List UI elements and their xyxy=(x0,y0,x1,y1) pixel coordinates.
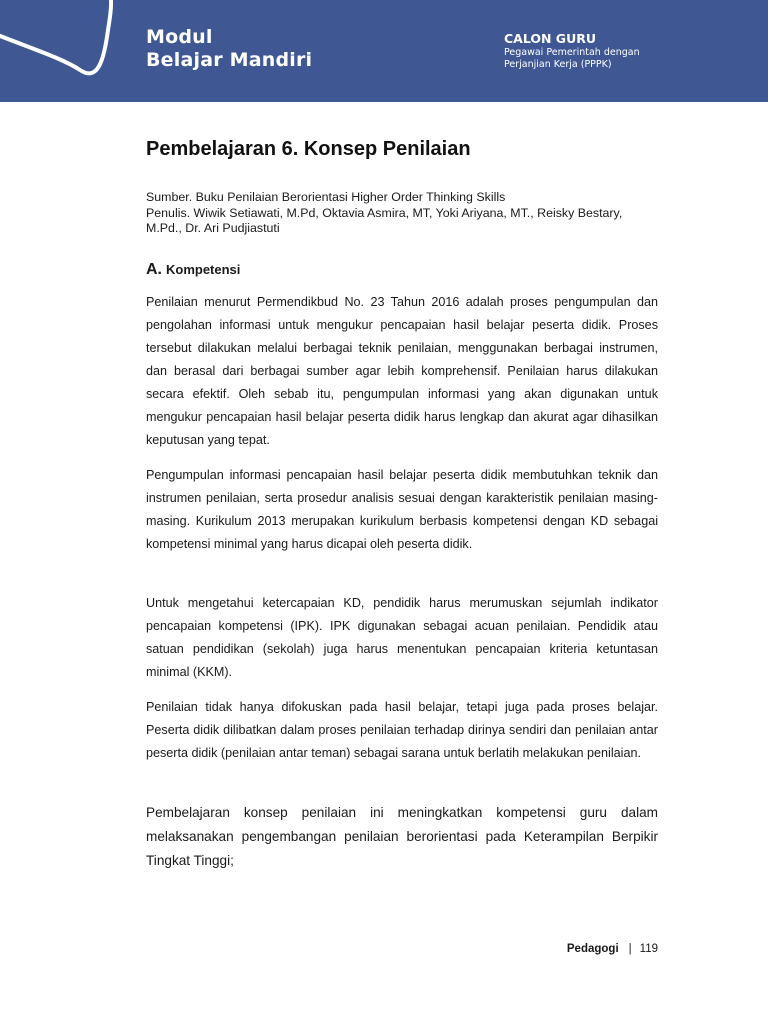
paragraph-2: Pengumpulan informasi pencapaian hasil belajar peserta didik membutuhkan teknik dan instrumen penilaian, serta prosedur analisis sesuai dengan karakteristik penilaian masing-masing. Kurikulum 2013 merupakan kurikulum berbasis kompetensi dengan KD sebagai kompetensi minimal yang harus dicapai oleh peserta didik. xyxy=(146,468,658,551)
page-header-banner xyxy=(0,0,768,102)
module-title-line2: Belajar Mandiri xyxy=(146,49,313,71)
program-badge xyxy=(504,31,640,71)
page-footer xyxy=(567,943,658,955)
paragraph-3: Untuk mengetahui ketercapaian KD, pendidik harus merumuskan sejumlah indikator pencapaian kompetensi (IPK). IPK digunakan sebagai acuan penilaian. Pendidik atau satuan pendidikan (sekolah) juga harus menentukan pencapaian kriteria ketuntasan minimal (KKM). xyxy=(146,596,658,679)
program-badge-title: CALON GURU xyxy=(504,31,596,46)
paragraph-4: Penilaian tidak hanya difokuskan pada hasil belajar, tetapi juga pada proses belajar. Peserta didik dilibatkan dalam proses penilaian terhadap dirinya sendiri dan penilaian antar peserta didik (penilaian antar teman) sebagai sarana untuk berlatih melakukan penilaian. xyxy=(146,700,658,760)
footer-label: Pedagogi xyxy=(566,943,619,955)
section-heading xyxy=(146,261,240,279)
module-title-line1: Modul xyxy=(146,26,213,48)
author-line: Penulis. Wiwik Setiawati, M.Pd, Oktavia Asmira, MT, Yoki Ariyana, MT., Reisky Bestary, M.Pd., Dr. Ari Pudjiastuti xyxy=(146,205,623,235)
decorative-curve-icon xyxy=(0,0,140,102)
page-title: Pembelajaran 6. Konsep Penilaian xyxy=(146,138,471,160)
paragraph-5: Pembelajaran konsep penilaian ini meningkatkan kompetensi guru dalam melaksanakan pengembangan penilaian berorientasi pada Keterampilan Berpikir Tingkat Tinggi; xyxy=(146,805,658,868)
source-info xyxy=(146,190,658,237)
source-line: Sumber. Buku Penilaian Berorientasi Higher Order Thinking Skills xyxy=(146,190,506,204)
section-letter: A. xyxy=(146,261,162,278)
footer-separator: | xyxy=(628,943,632,955)
module-title xyxy=(146,26,312,72)
section-title: Kompetensi xyxy=(166,262,241,277)
program-badge-subtitle-2: Perjanjian Kerja (PPPK) xyxy=(504,59,612,70)
program-badge-subtitle-1: Pegawai Pemerintah dengan xyxy=(504,47,640,58)
page-number: 119 xyxy=(639,943,658,955)
paragraph-1: Penilaian menurut Permendikbud No. 23 Tahun 2016 adalah proses pengumpulan dan pengolahan informasi untuk mengukur pencapaian hasil belajar peserta didik. Proses tersebut dilakukan melalui berbagai teknik penilaian, menggunakan berbagai instrumen, dan berasal dari berbagai sumber agar lebih komprehensif. Penilaian harus dilakukan secara efektif. Oleh sebab itu, pengumpulan informasi yang akan digunakan untuk mengukur pencapaian hasil belajar peserta didik harus lengkap dan akurat agar dihasilkan keputusan yang tepat. xyxy=(146,295,658,447)
